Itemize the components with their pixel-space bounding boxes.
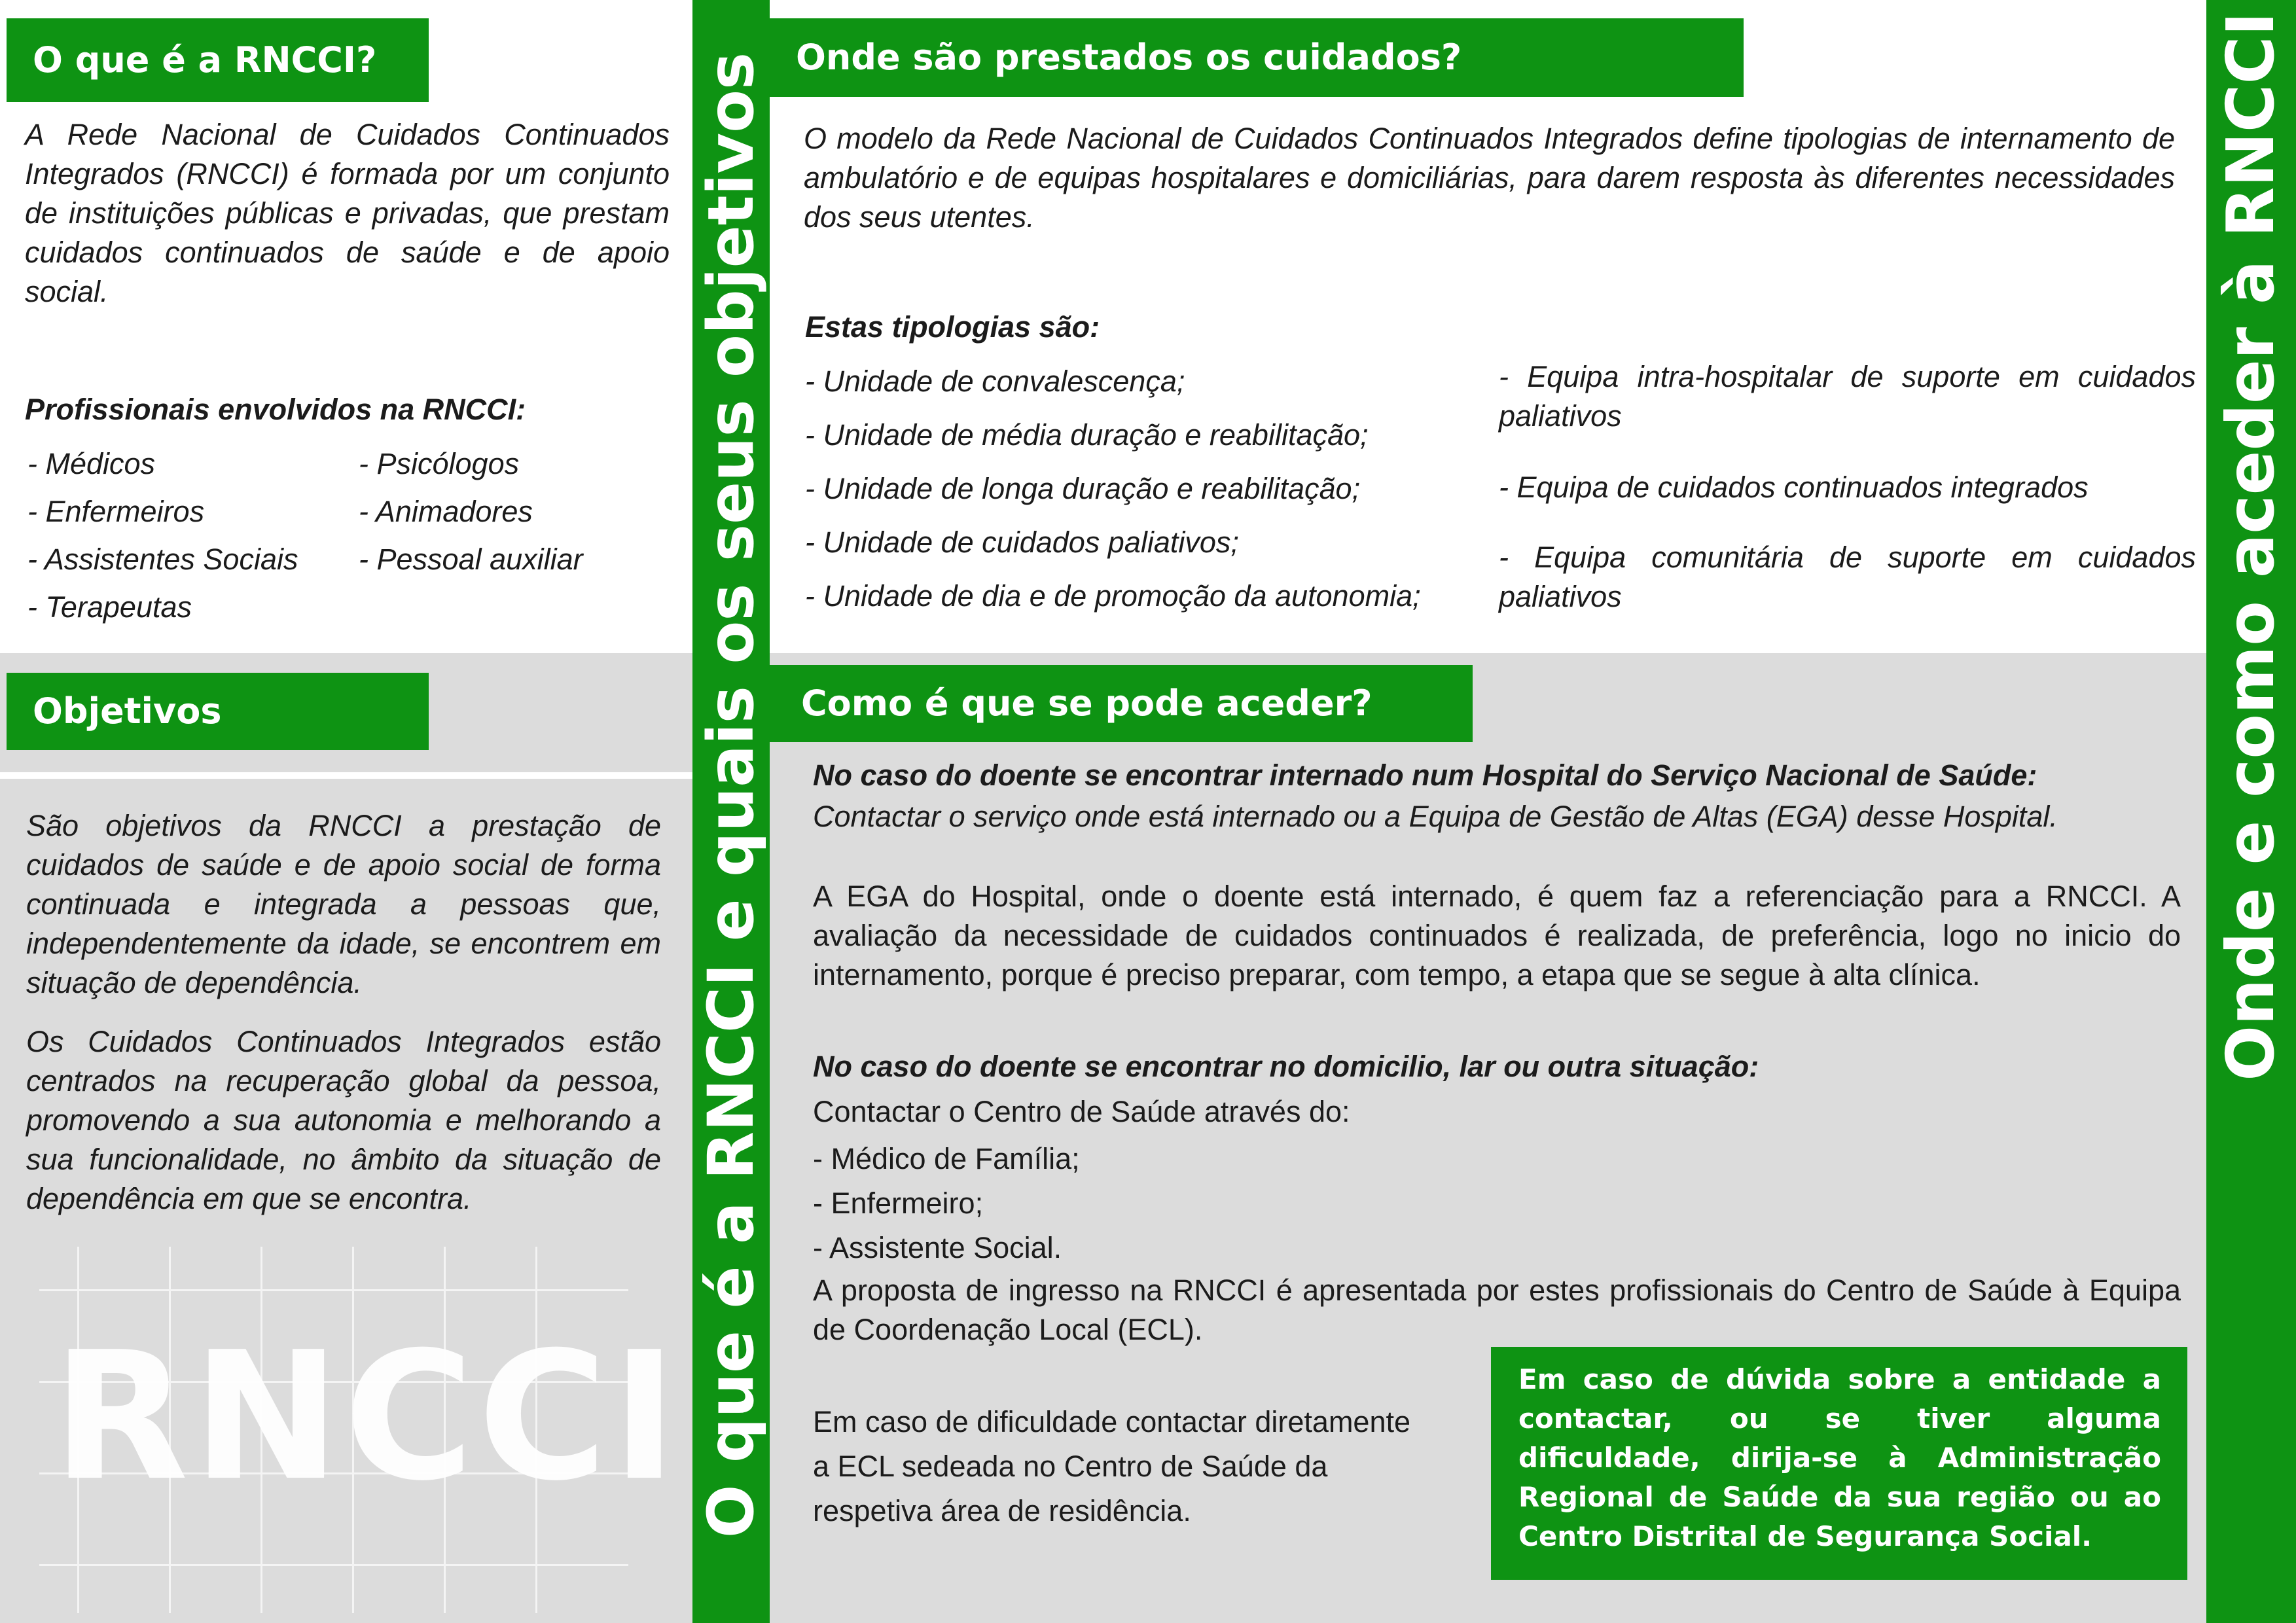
ega-text: A EGA do Hospital, onde o doente está internado, é quem faz a referenciação para a RNCCI. A avaliação da necessidade de cuidados continuados é realizada, de preferência, logo no inicio do internamento, porque é preciso preparar, com tempo, a etapa que se segue à alta clínica.	[813, 880, 2181, 991]
home-heading: No caso do doente se encontrar no domicilio, lar ou outra situação:	[813, 1050, 1759, 1083]
list-item: - Médico de Família;	[813, 1142, 1080, 1175]
list-item: - Animadores	[359, 495, 533, 528]
list-item: - Unidade de convalescença;	[805, 365, 1185, 398]
home-intro: Contactar o Centro de Saúde através do:	[813, 1095, 1350, 1128]
where-intro: O modelo da Rede Nacional de Cuidados Continuados Integrados define tipologias de internamento de ambulatório e de equipas hospitalares e domiciliárias, para darem resposta às diferentes necessidades dos seus utentes.	[804, 122, 2175, 234]
list-item: - Equipa de cuidados continuados integrados	[1499, 471, 2089, 504]
home-text: A proposta de ingresso na RNCCI é apresentada por estes profissionais do Centro de Saúde à Equipa de Coordenação Local (ECL).	[813, 1274, 2181, 1346]
objectives-title: Objetivos	[33, 690, 222, 732]
list-item: - Unidade de longa duração e reabilitação;	[805, 472, 1361, 505]
help-callout	[1491, 1347, 2187, 1580]
list-item: - Assistente Social.	[813, 1231, 1062, 1264]
list-item: - Pessoal auxiliar	[359, 543, 583, 576]
right-spine-title: Onde e como aceder à RNCCI	[2212, 12, 2289, 1081]
what-is-title: O que é a RNCCI?	[33, 39, 377, 80]
rncci-watermark: RNCCI	[52, 1313, 681, 1520]
list-item: - Unidade de dia e de promoção da autonomia;	[805, 579, 1421, 613]
help-callout-text: Em caso de dúvida sobre a entidade a contactar, ou se tiver alguma dificuldade, dirija-se à Administração Regional de Saúde da sua região ou ao Centro Distrital de Segurança Social.	[1518, 1363, 2161, 1552]
list-item: - Assistentes Sociais	[27, 543, 298, 576]
list-item: - Unidade de média duração e reabilitação;	[805, 418, 1369, 452]
what-is-text: A Rede Nacional de Cuidados Continuados Integrados (RNCCI) é formada por um conjunto de instituições públicas e privadas, que prestam cuidados continuados de saúde e de apoio social.	[25, 118, 670, 308]
access-title: Como é que se pode aceder?	[801, 683, 1372, 724]
hospital-text: Contactar o serviço onde está internado ou a Equipa de Gestão de Altas (EGA) desse Hospital.	[813, 800, 2058, 833]
objectives-paragraph-2: Os Cuidados Continuados Integrados estão centrados na recuperação global da pessoa, promovendo a sua autonomia e melhorando a sua funcionalidade, no âmbito da situação de dependência em que se encontra.	[26, 1025, 661, 1215]
left-spine-title: O que é a RNCCI e quais os seus objetivos	[694, 52, 768, 1539]
hospital-heading: No caso do doente se encontrar internado num Hospital do Serviço Nacional de Saúde:	[813, 758, 2037, 792]
right-spine	[2206, 0, 2296, 1623]
list-item: - Unidade de cuidados paliativos;	[805, 526, 1239, 559]
list-item: - Enfermeiro;	[813, 1186, 984, 1220]
objectives-header	[7, 673, 429, 750]
professionals-title: Profissionais envolvidos na RNCCI:	[25, 393, 526, 426]
left-spine	[692, 0, 770, 1623]
where-title: Onde são prestados os cuidados?	[796, 37, 1462, 78]
list-item: - Equipa comunitária de suporte em cuidados paliativos	[1499, 541, 2196, 613]
where-header	[770, 18, 1744, 97]
types-title: Estas tipologias são:	[805, 310, 1100, 344]
list-item: - Psicólogos	[359, 447, 520, 480]
list-item: - Equipa intra-hospitalar de suporte em cuidados paliativos	[1499, 360, 2196, 433]
access-header	[770, 665, 1473, 742]
objectives-paragraph-1: São objetivos da RNCCI a prestação de cuidados de saúde e de apoio social de forma continuada e integrada a pessoas que, independentemente da idade, se encontrem em situação de dependência.	[26, 809, 661, 999]
list-item: - Médicos	[27, 447, 156, 480]
list-item: - Enfermeiros	[27, 495, 205, 528]
list-item: - Terapeutas	[27, 590, 192, 624]
what-is-header	[7, 18, 429, 102]
